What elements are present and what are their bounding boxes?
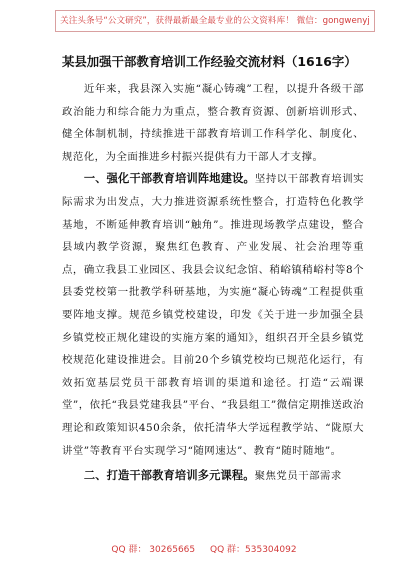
section-2-heading: 二、打造干部教育培训多元课程。 (83, 469, 255, 483)
section-2-text: 聚焦党员干部需求 (254, 470, 342, 483)
section-1-text: 坚持以干部教育培训实际需求为出发点，大力推进资源系统性整合，打造特色化教学基地，不断延伸教育培训“触角”。推进现场教学点建设，整合县域内教学资源，聚焦红色教育、产业发展、社会治理等重点，确立我县工业园区、我县会议纪念馆、稍峪镇稍峪村等8个县委党校第一批教学科研基地，为实施“凝心铸魂”工程提供重要阵地支撑。规范乡镇党校建设，印发《关于进一步加强全县乡镇党校正规化建设的实施方案的通知》，组织召开全县乡镇党校规范化建设推进会。目前20个乡镇党校均已规范化运行，有效拓宽基层党员干部教育培训的渠道和途径。打造“云端课堂”，依托“我县党建我县”平台、“我县组工”微信定期推送政治理论和政策知识450余条，依托清华大学远程教学站、“陇原大讲堂”等教育平台实现学习“随网速达”、教育“随时随地”。 (62, 173, 364, 457)
intro-paragraph: 近年来，我县深入实施“凝心铸魂”工程，以提升各级干部政治能力和综合能力为重点，整合教育资源、创新培训形式、健全体制机制，持续推进干部教育培训工作科学化、制度化、规范化，为全面推进乡村振兴提供有力干部人才支撑。 (62, 83, 364, 163)
promo-banner: 关注头条号“公文研究”，获得最新最全最专业的公文资料库！ 微信：gongwenyj (55, 10, 375, 32)
footer-qq-group-1: QQ 群： 30265665 (111, 545, 196, 555)
section-2-paragraph (62, 465, 364, 488)
document-body (62, 78, 364, 488)
document-title: 某县加强干部教育培训工作经验交流材料（1616字） (62, 54, 357, 69)
section-1-heading: 一、强化干部教育培训阵地建设。 (83, 172, 255, 186)
page-footer (0, 542, 408, 558)
section-1-paragraph (62, 168, 364, 462)
footer-qq-group-2: QQ 群：535304092 (210, 545, 297, 555)
